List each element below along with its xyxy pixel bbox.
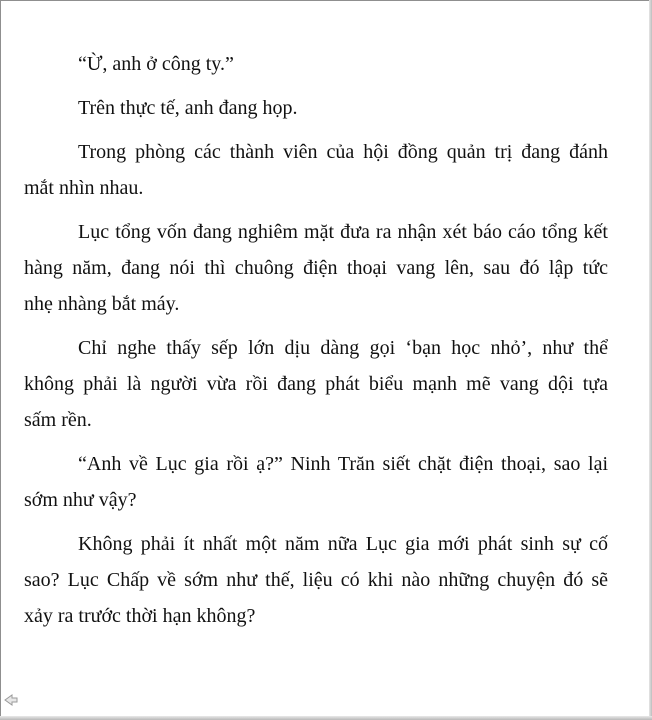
paragraph xyxy=(24,134,608,206)
paragraph-line: hàng năm, đang nói thì chuông điện thoại vang lên, sau đó lập tức xyxy=(24,257,608,279)
paragraph-line: xảy ra trước thời hạn không? xyxy=(24,605,256,627)
paragraph-first-line: Trên thực tế, anh đang họp. xyxy=(78,97,298,119)
paragraph xyxy=(78,46,608,82)
page-edge-bottom xyxy=(0,716,652,720)
paragraph-line: mắt nhìn nhau. xyxy=(24,177,144,199)
paragraph-first-line: Lục tổng vốn đang nghiêm mặt đưa ra nhận xét báo cáo tổng kết xyxy=(78,221,608,243)
paragraph xyxy=(24,330,608,438)
paragraph-line: không phải là người vừa rồi đang phát biểu mạnh mẽ vang dội tựa xyxy=(24,373,608,395)
paragraph xyxy=(78,90,608,126)
paragraph-first-line: “Ừ, anh ở công ty.” xyxy=(78,53,234,75)
back-arrow-icon[interactable] xyxy=(4,694,18,706)
paragraph xyxy=(24,214,608,322)
paragraph-line: nhẹ nhàng bắt máy. xyxy=(24,293,180,315)
paragraph-line: sao? Lục Chấp về sớm như thế, liệu có khi nào những chuyện đó sẽ xyxy=(24,569,608,591)
paragraph-first-line: Chỉ nghe thấy sếp lớn dịu dàng gọi ‘bạn học nhỏ’, như thể xyxy=(78,337,608,359)
paragraph xyxy=(24,446,608,518)
paragraph xyxy=(24,526,608,634)
document-page xyxy=(24,46,608,642)
paragraph-line: sớm như vậy? xyxy=(24,489,137,511)
paragraph-first-line: “Anh về Lục gia rồi ạ?” Ninh Trăn siết chặt điện thoại, sao lại xyxy=(78,453,608,475)
paragraph-first-line: Không phải ít nhất một năm nữa Lục gia mới phát sinh sự cố xyxy=(78,533,608,555)
paragraph-first-line: Trong phòng các thành viên của hội đồng quản trị đang đánh xyxy=(78,141,608,163)
paragraph-line: sấm rền. xyxy=(24,409,92,431)
